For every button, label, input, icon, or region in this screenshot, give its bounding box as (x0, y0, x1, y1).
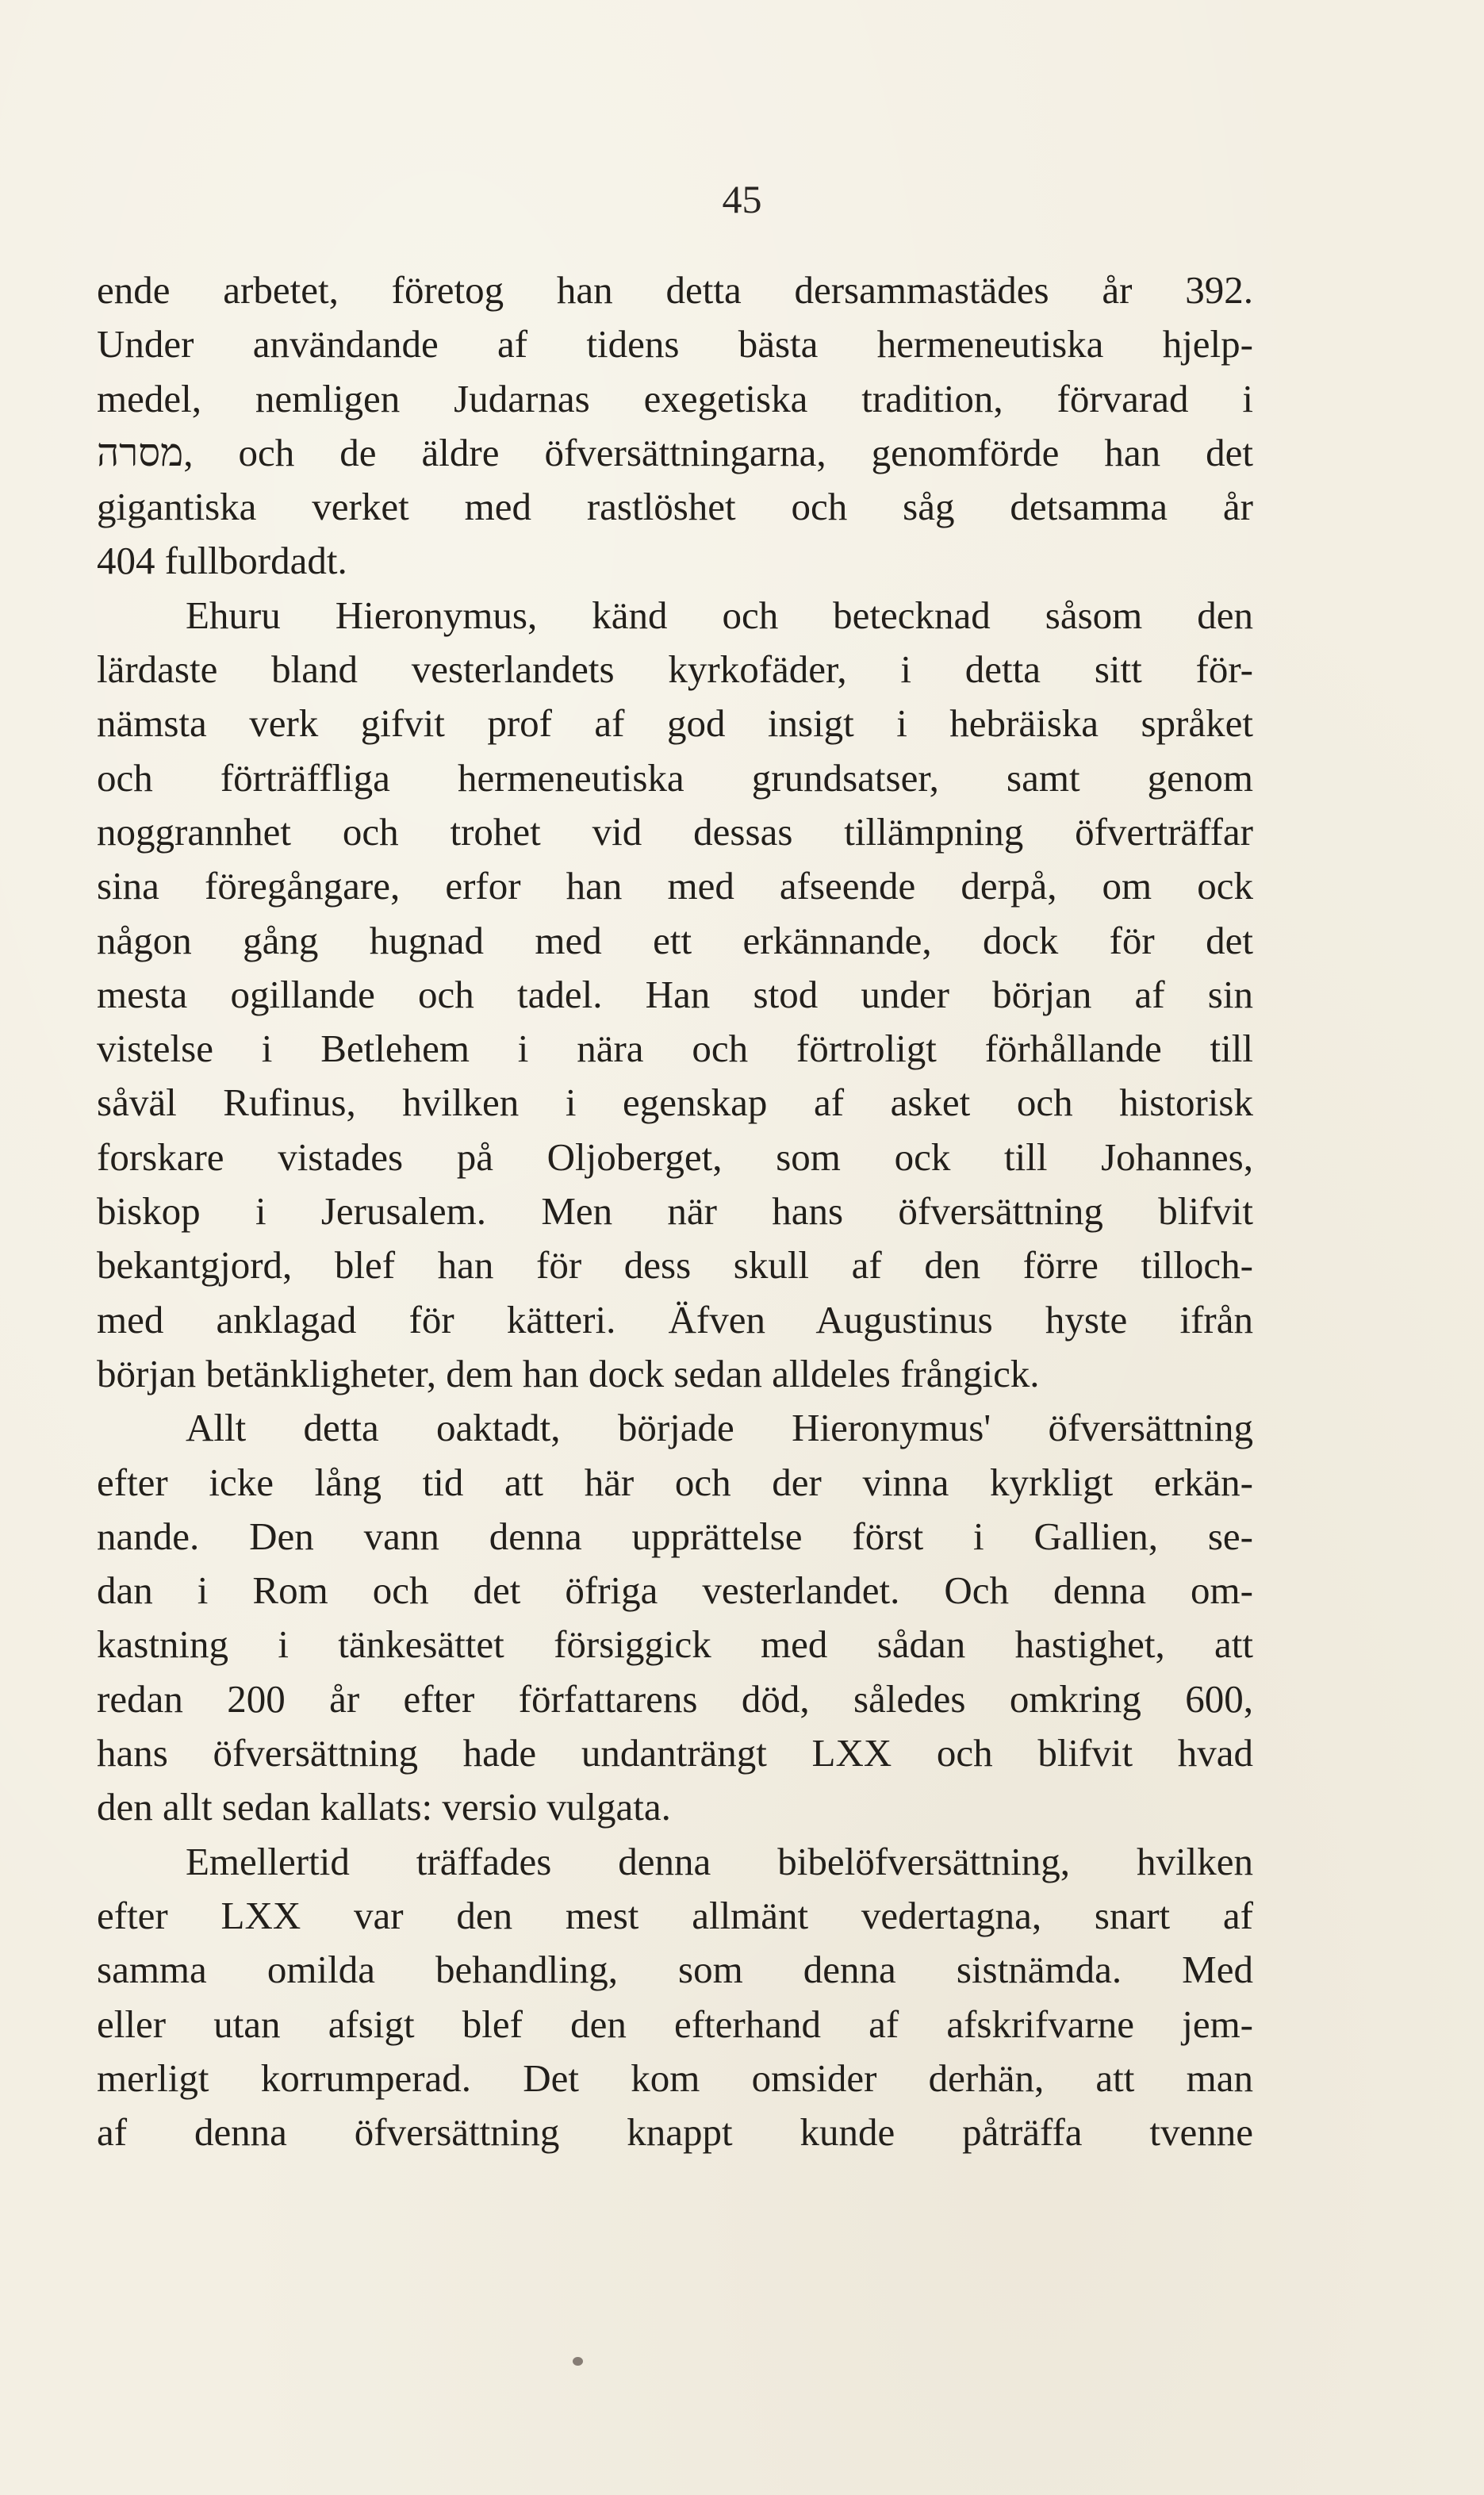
text-line: sina föregångare, erfor han med afseende derpå, om ock (97, 864, 1253, 908)
text-line: redan 200 år efter författarens död, således omkring 600, (97, 1676, 1253, 1721)
text-line: eller utan afsigt blef den efterhand af afskrifvarne jem- (97, 2002, 1253, 2046)
text-line: biskop i Jerusalem. Men när hans öfversättning blifvit (97, 1189, 1253, 1234)
text-line: merligt korrumperad. Det kom omsider derhän, att man (97, 2055, 1253, 2100)
text-line: noggrannhet och trohet vid dessas tillämpning öfverträffar (97, 809, 1253, 854)
text-line: 404 fullbordadt. (97, 539, 347, 583)
text-line: Ehuru Hieronymus, känd och betecknad såsom den (186, 593, 1253, 637)
text-line: nande. Den vann denna upprättelse först i Gallien, se- (97, 1514, 1253, 1558)
text-line: forskare vistades på Oljoberget, som ock till Johannes, (97, 1134, 1253, 1179)
text-line: dan i Rom och det öfriga vesterlandet. Och denna om- (97, 1568, 1253, 1613)
text-line: efter icke lång tid att här och der vinna kyrkligt erkän- (97, 1460, 1253, 1504)
text-line: vistelse i Betlehem i nära och förtroligt förhållande till (97, 1027, 1253, 1071)
text-line: kastning i tänkesättet försiggick med sådan hastighet, att (97, 1622, 1253, 1667)
text-line: Emellertid träffades denna bibelöfversättning, hvilken (186, 1839, 1253, 1883)
text-line: och förträffliga hermeneutiska grundsatser, samt genom (97, 755, 1253, 800)
text-line: samma omilda behandling, som denna sistnämda. Med (97, 1948, 1253, 1992)
text-line: mesta ogillande och tadel. Han stod under början af sin (97, 972, 1253, 1016)
text-line: af denna öfversättning knappt kunde påträffa tvenne (97, 2110, 1253, 2155)
text-line: början betänkligheter, dem han dock sedan alldeles frångick. (97, 1351, 1040, 1395)
text-line: någon gång hugnad med ett erkännande, dock för det (97, 918, 1253, 962)
text-line: gigantiska verket med rastlöshet och såg detsamma år (97, 485, 1253, 529)
page-number: 45 (722, 177, 762, 221)
text-line: medel, nemligen Judarnas exegetiska tradition, förvarad i (97, 376, 1253, 420)
text-line: såväl Rufinus, hvilken i egenskap af asket och historisk (97, 1081, 1253, 1125)
text-line: med anklagad för kätteri. Äfven Augustinus hyste ifrån (97, 1297, 1253, 1342)
text-line: den allt sedan kallats: versio vulgata. (97, 1785, 671, 1829)
text-line: Under användande af tidens bästa hermeneutiska hjelp- (97, 322, 1253, 367)
ink-smudge (573, 2357, 583, 2366)
text-line: Allt detta oaktadt, började Hieronymus' öfversättning (186, 1406, 1253, 1450)
text-line: lärdaste bland vesterlandets kyrkofäder, i detta sitt för- (97, 647, 1253, 692)
text-line: ende arbetet, företog han detta dersammastädes år 392. (97, 268, 1253, 312)
text-line: nämsta verk gifvit prof af god insigt i hebräiska språket (97, 701, 1253, 746)
text-line: efter LXX var den mest allmänt vedertagna, snart af (97, 1893, 1253, 1937)
text-line: hans öfversättning hade undanträngt LXX och blifvit hvad (97, 1731, 1253, 1775)
body-text (97, 263, 1253, 2159)
text-line: bekantgjord, blef han för dess skull af den förre tilloch- (97, 1243, 1253, 1288)
text-line: מסרה, och de äldre öfversättningarna, genomförde han det (97, 430, 1253, 474)
